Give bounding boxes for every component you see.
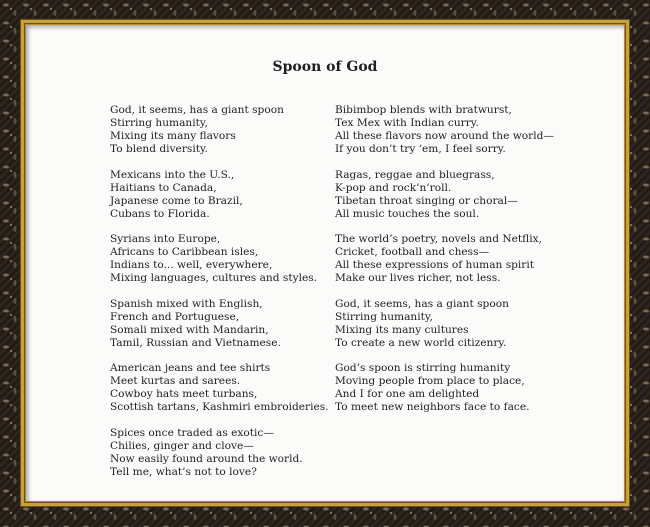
stanza [110,233,360,285]
poem-column-right [335,104,585,427]
poem-line: Ragas, reggae and bluegrass, [335,168,495,181]
poem-line: To blend diversity. [110,143,208,155]
stanza [110,298,360,350]
poem-line: All these expressions of human spirit [335,259,535,271]
poem-line: Cowboy hats meet turbans, [110,388,258,400]
poem-line: Cubans to Florida. [110,207,210,220]
poem-line: Mixing its many cultures [335,323,469,336]
stanza [335,362,585,414]
poem-title: Spoon of God [272,59,378,75]
poem-line: To create a new world citizenry. [335,336,507,349]
poem-line: Africans to Caribbean isles, [110,246,259,258]
poem-line: Make our lives richer, not less. [335,272,501,284]
poem-line: God, it seems, has a giant spoon [335,297,509,310]
poem-line: Somali mixed with Mandarin, [110,323,269,336]
poem-line: K-pop and rock’n’roll. [335,181,452,194]
poem-line: And I for one am delighted [335,388,480,400]
poem-line: God’s spoon is stirring humanity [335,362,511,374]
poem-line: Tell me, what’s not to love? [110,465,257,478]
poem-line: Mixing its many flavors [110,130,236,142]
poem-line: Syrians into Europe, [110,233,221,245]
stanza [110,104,360,156]
poem-line: Stirring humanity, [335,310,433,323]
poem-line: Tibetan throat singing or choral— [335,194,518,207]
poem-line: The world’s poetry, novels and Netflix, [335,233,542,245]
poem-line: American jeans and tee shirts [110,362,271,374]
poem-line: Japanese come to Brazil, [110,194,243,207]
poem-line: Moving people from place to place, [335,375,525,387]
poem-line: Bibimbop blends with bratwurst, [335,104,512,116]
poem-line: Tex Mex with Indian curry. [335,117,479,129]
poem-line: God, it seems, has a giant spoon [110,104,284,116]
poem-column-left [110,104,360,491]
stanza [335,233,585,285]
poem-line: Scottish tartans, Kashmiri embroideries. [110,401,329,413]
stanza [110,362,360,414]
poem-line: Tamil, Russian and Vietnamese. [110,336,281,349]
poem-line: Spanish mixed with English, [110,297,263,310]
stanza [335,104,585,156]
poem-line: All music touches the soul. [335,207,480,220]
poem-line: If you don’t try ‘em, I feel sorry. [335,143,506,155]
stanza [110,169,360,221]
poem-line: Mixing languages, cultures and styles. [110,272,318,284]
stanza [110,427,360,479]
poem-line: Haitians to Canada, [110,181,217,194]
poem-line: Mexicans into the U.S., [110,168,235,181]
stanza [335,298,585,350]
poem-line: All these flavors now around the world— [335,130,555,142]
poem-line: Chilies, ginger and clove— [110,439,254,452]
poem-line: Cricket, football and chess— [335,246,490,258]
poem-line: Meet kurtas and sarees. [110,375,241,387]
poem-line: Now easily found around the world. [110,452,303,465]
poem-line: Spices once traded as exotic— [110,426,274,439]
stanza [335,169,585,221]
poem-line: French and Portuguese, [110,310,240,323]
poem-line: Indians to... well, everywhere, [110,259,273,271]
poem-line: To meet new neighbors face to face. [335,401,530,413]
poem-line: Stirring humanity, [110,117,208,129]
